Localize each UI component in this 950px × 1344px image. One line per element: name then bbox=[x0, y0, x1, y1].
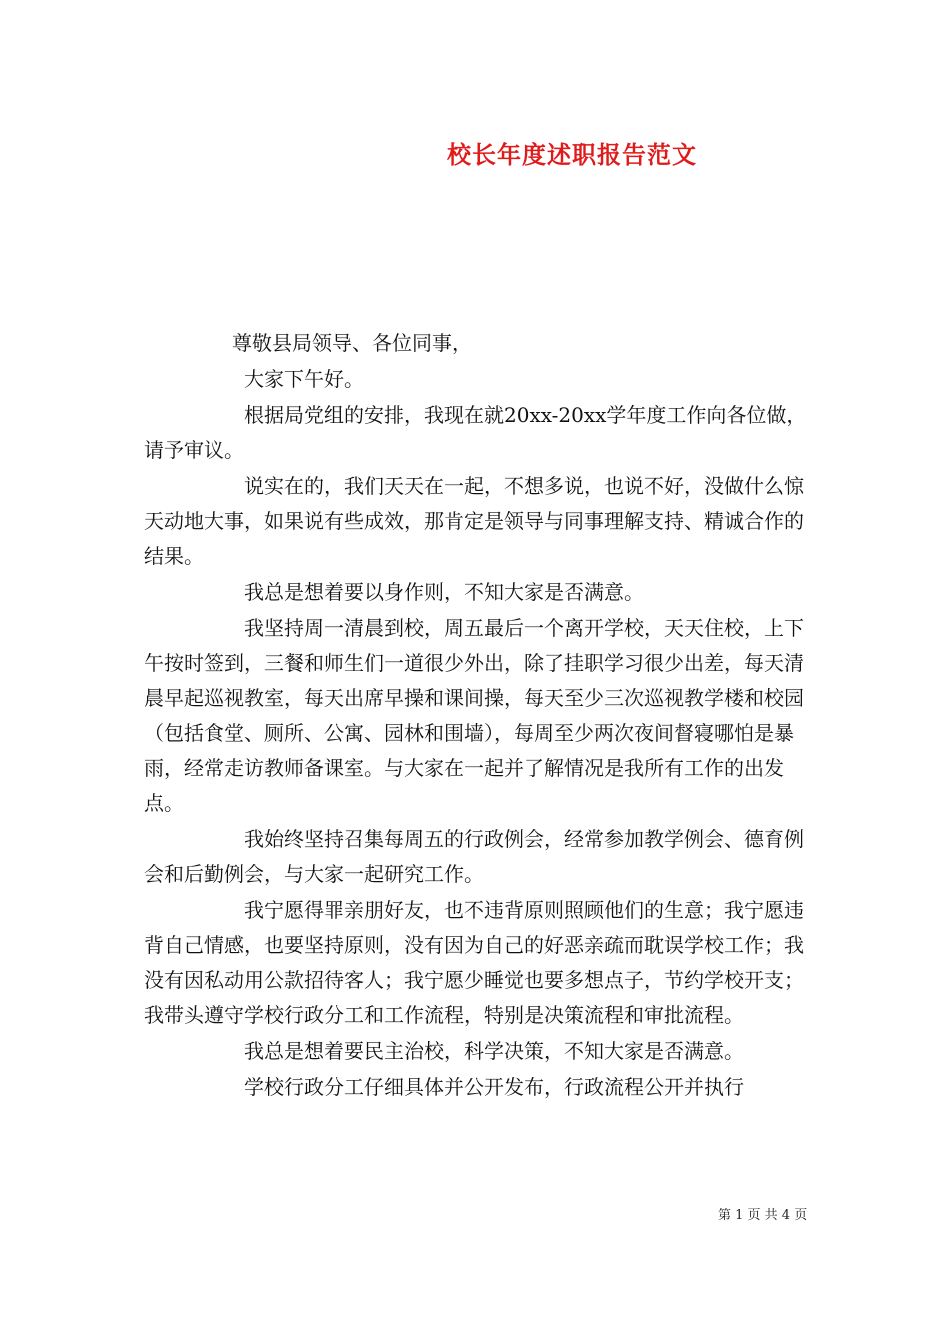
paragraph: 我坚持周一清晨到校，周五最后一个离开学校，天天住校，上下午按时签到，三餐和师生们一道很少外出，除了挂职学习很少出差，每天清晨早起巡视教室，每天出席早操和课间操，每天至少三次巡视教学楼和校园（包括食堂、厕所、公寓、园林和围墙），每周至少两次夜间督寝哪怕是暴雨，经常走访教师备课室。与大家在一起并了解情况是我所有工作的出发点。 bbox=[144, 616, 804, 815]
paragraph: 说实在的，我们天天在一起，不想多说，也说不好，没做什么惊天动地大事，如果说有些成效，那肯定是领导与同事理解支持、精诚合作的结果。 bbox=[144, 474, 804, 568]
document-title: 校长年度述职报告范文 bbox=[447, 140, 697, 169]
document-body bbox=[144, 326, 810, 1106]
greeting: 大家下午好。 bbox=[244, 367, 364, 391]
paragraph: 学校行政分工仔细具体并公开发布，行政流程公开并执行 bbox=[244, 1075, 744, 1099]
paragraph: 我始终坚持召集每周五的行政例会，经常参加教学例会、德育例会和后勤例会，与大家一起研究工作。 bbox=[144, 827, 804, 886]
paragraph: 我总是想着要民主治校，科学决策，不知大家是否满意。 bbox=[244, 1039, 744, 1063]
salutation: 尊敬县局领导、各位同事， bbox=[232, 331, 472, 355]
paragraph: 根据局党组的安排，我现在就20xx-20xx学年度工作向各位做，请予审议。 bbox=[144, 403, 807, 462]
page-number-footer: 第 1 页 共 4 页 bbox=[718, 1208, 808, 1223]
paragraph: 我宁愿得罪亲朋好友，也不违背原则照顾他们的生意；我宁愿违背自己情感，也要坚持原则，没有因为自己的好恶亲疏而耽误学校工作；我没有因私动用公款招待客人；我宁愿少睡觉也要多想点子，节约学校开支；我带头遵守学校行政分工和工作流程，特别是决策流程和审批流程。 bbox=[144, 898, 804, 1027]
paragraph: 我总是想着要以身作则，不知大家是否满意。 bbox=[244, 580, 644, 604]
